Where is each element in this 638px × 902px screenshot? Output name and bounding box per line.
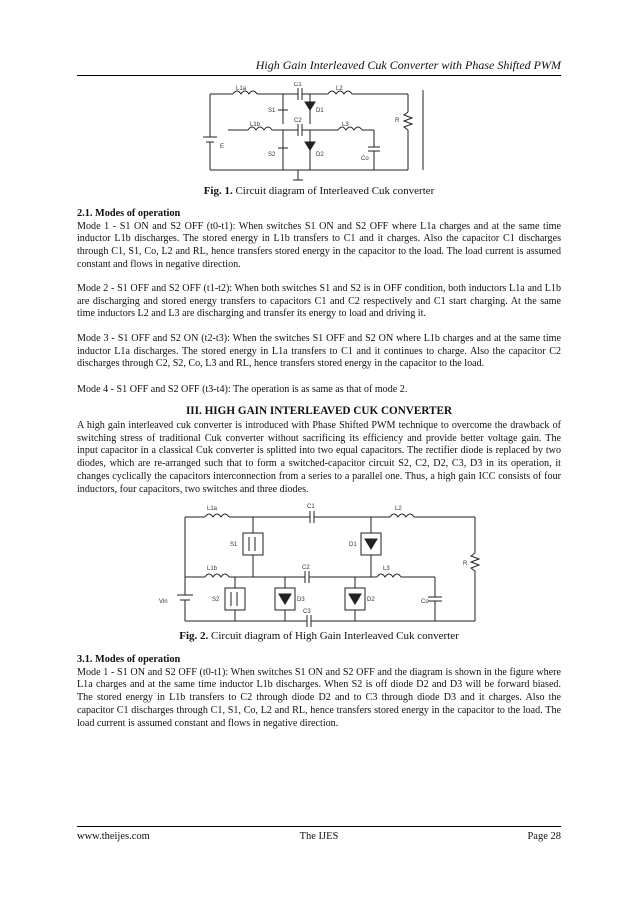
fig2-c1-label: C1 [307,504,315,510]
fig1-caption-text: Circuit diagram of Interleaved Cuk converter [235,185,435,197]
fig2-s1-label: S1 [230,542,238,548]
fig1-caption [0,185,638,197]
fig1-l1a-label: L1a [236,86,247,92]
footer-page-number: Page 28 [527,831,561,842]
fig1-d1-label: D1 [316,108,324,114]
running-header: High Gain Interleaved Cuk Converter with Phase Shifted PWM [255,58,561,72]
mode1-paragraph: Mode 1 - S1 ON and S2 OFF (t0-t1): When switches S1 ON and S2 OFF where L1a charges and at the same time inductor L1b discharges. The stored energy in L1b transfers to C1 and it charges. Also the capacitor C1 discharges through C1, S1, Co, L2 and RL, hence transfers stored energy in the capacitor to the load. The load current is assumed constant and flows in negative direction. [77,220,561,270]
footer-journal: The IJES [299,831,339,842]
mode3-paragraph: Mode 3 - S1 OFF and S2 ON (t2-t3): When the switches S1 OFF and S2 ON where L1b charges and at the same time inductor L1a discharges. The stored energy in L1a transfers to C1 and it continues to charge. Also the capacitor C2 discharges through C2, S2, Co, L3 and RL, hence transfers stored energy in the capacitor to the load. [77,333,561,370]
fig1-circuit [198,82,440,184]
fig2-d3-label: D3 [297,597,305,603]
fig1-caption-number: Fig. 1. [203,185,233,197]
fig2-caption-text: Circuit diagram of High Gain Interleaved Cuk converter [211,630,459,642]
fig2-caption [0,630,638,642]
footer-website: www.theijes.com [77,831,150,842]
fig1-l1b-label: L1b [250,122,261,128]
section-2-1-heading: 2.1. Modes of operation [77,208,181,219]
section-3-1-mode1-paragraph: Mode 1 - S1 ON and S2 OFF (t0-t1): When switches S1 ON and S2 OFF and the diagram is shown in the figure where L1a charges and at the same time inductor L1b discharges. When S2 is off diode D2 and D3 will be forward biased. The stored energy in L1b transfers to C2 through diode D2 and to C3 through diode D3 and it charges. Also the capacitor C1 discharges through C1, S1, Co, L2 and RL, hence transfers stored energy in the capacitor to the load. The load current is assumed constant and flows in negative direction. [77,666,561,729]
mode4-paragraph: Mode 4 - S1 OFF and S2 OFF (t3-t4): The operation is as same as that of mode 2. [77,384,408,395]
fig2-c2-label: C2 [302,565,310,571]
fig1-l2-label: L2 [336,86,343,92]
section-3-paragraph: A high gain interleaved cuk converter is introduced with Phase Shifted PWM technique to overcome the drawback of switching stress of traditional Cuk converter without sacrificing its efficiency and provide better voltage gain. The input capacitor in a classical Cuk converter is splitted into two equal capacitors. The rectifier diode is replaced by two diodes, which are re-arranged such that to form a switched-capacitor circuit S2, C2, D2, C3, D3 in its operation, it changes cyclically the capacitors interconnection from a series to a parallel one. Thus, a high gain ICC consists of four inductors, four capacitors, two switches and three diodes. [77,420,561,495]
fig1-d2-label: D2 [316,152,324,158]
fig2-l1b-label: L1b [207,566,218,572]
fig1-l3-label: L3 [342,122,349,128]
fig2-d1-label: D1 [349,542,357,548]
fig1-s1-label: S1 [268,108,276,114]
fig2-c3-label: C3 [303,609,311,615]
fig2-l1a-label: L1a [207,506,218,512]
header-rule [77,75,561,76]
fig2-caption-number: Fig. 2. [179,630,209,642]
fig1-s2-label: S2 [268,152,276,158]
fig1-c1-label: C1 [294,82,302,88]
section-3-1-heading: 3.1. Modes of operation [77,654,181,665]
fig2-vin-label: Vin [159,599,168,605]
section-2-1 [77,208,561,272]
fig2-co-label: Co [421,599,429,605]
fig2-l2-label: L2 [395,506,402,512]
fig2-s2-label: S2 [212,597,220,603]
fig2-d2-label: D2 [367,597,375,603]
fig2-circuit [145,503,495,629]
footer-rule [77,826,561,827]
fig2-r-label: R [463,561,468,567]
fig1-r-label: R [395,118,400,124]
fig1-c2-label: C2 [294,118,302,124]
fig2-l3-label: L3 [383,566,390,572]
section-3-heading: III. HIGH GAIN INTERLEAVED CUK CONVERTER [185,405,453,417]
mode2-paragraph: Mode 2 - S1 OFF and S2 OFF (t1-t2): When both switches S1 and S2 is in OFF condition, both inductors L1a and L1b are discharging and stored energy transfers to capacitors C1 and C2 respectively and C1 start charging. At the same time inductors L2 and L3 are discharging and transfer its energy to load and driving it. [77,283,561,320]
fig1-vin-label: E [220,144,225,150]
section-3-1 [77,654,561,730]
fig1-co-label: Co [361,156,369,162]
